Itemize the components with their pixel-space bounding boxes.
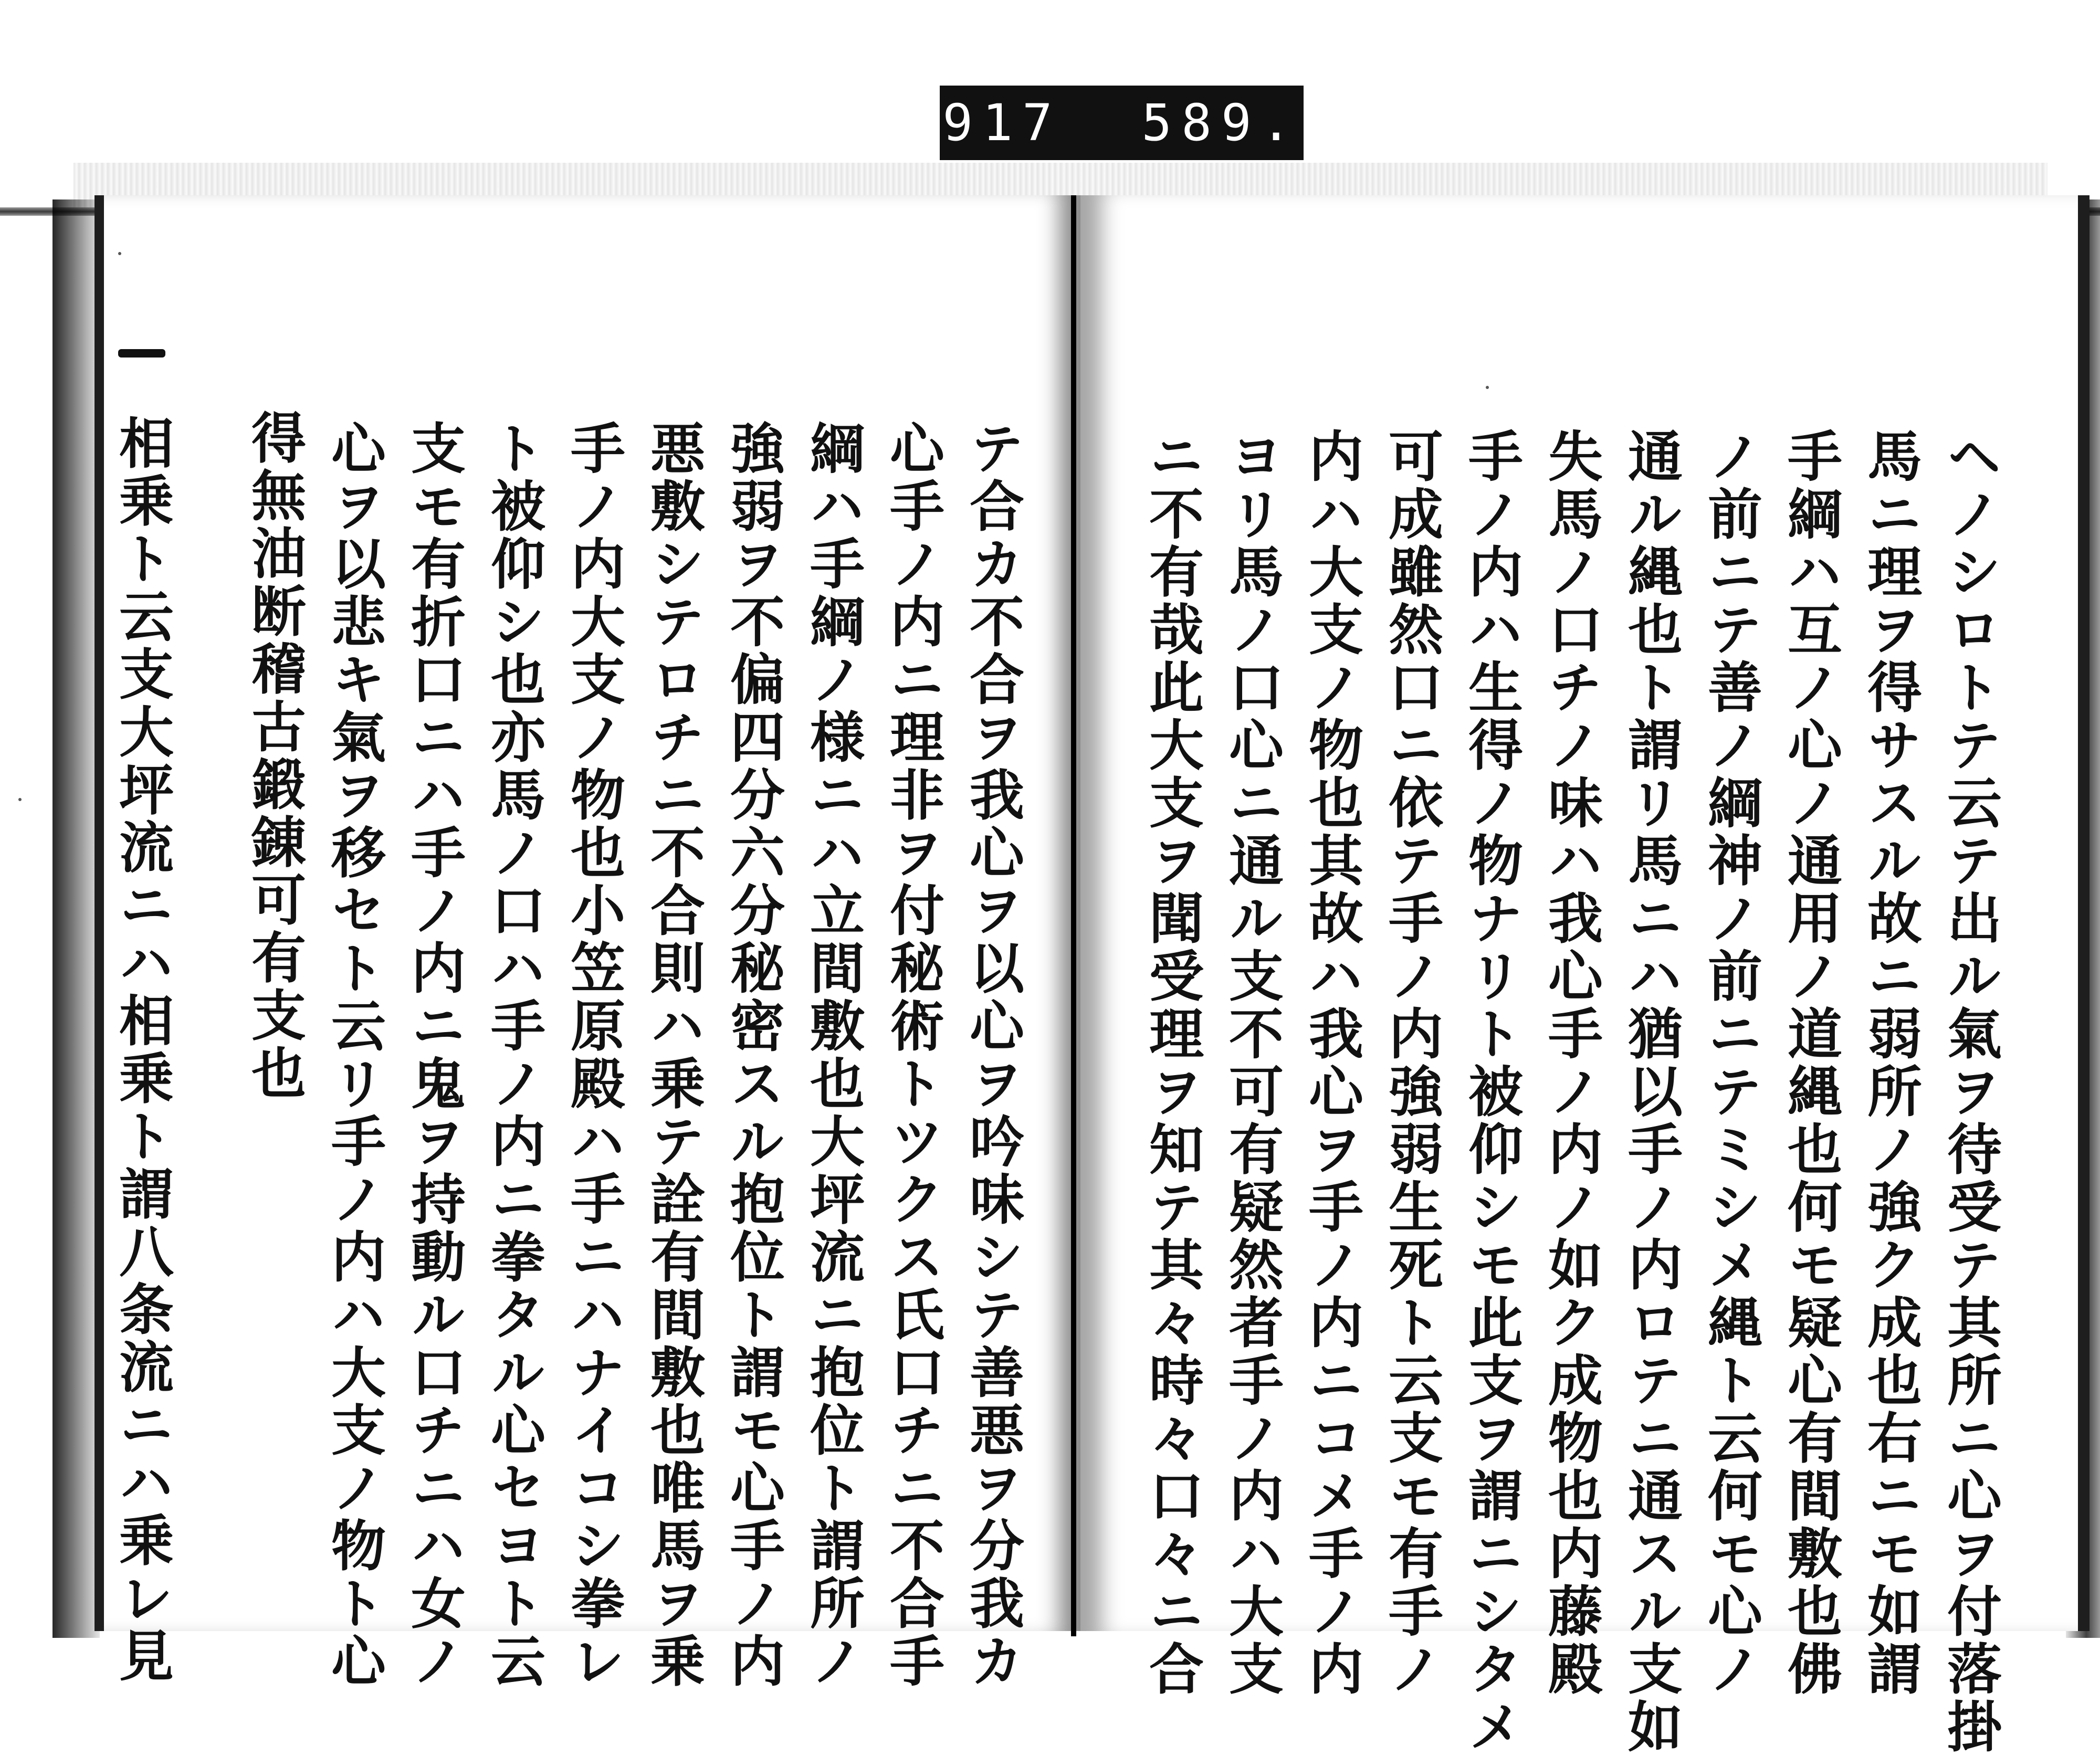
scan-speck [18, 798, 22, 801]
right-page-line: 馬ニ理ヲ得サスル故ニ弱所ノ強ク成也右ニモ如謂 [1858, 428, 1923, 1698]
left-page-edge-shadow [52, 199, 100, 1638]
right-page-line: ヘノシロトテ云テ出ル氣ヲ待受テ其所ニ心ヲ付落掛 [1938, 428, 2002, 1756]
left-page-line: 綱ハ手綱ノ様ニハ立間敷也大坪流ニ抱位ト謂所ノ [801, 420, 865, 1690]
item-marker [118, 349, 165, 357]
left-page-line: テ合カ不合ヲ我心ヲ以心ヲ吟味シテ善悪ヲ分我カ [960, 420, 1025, 1690]
left-page-line: 心ヲ以悲キ氣ヲ移セト云リ手ノ内ハ大支ノ物ト心 [322, 420, 386, 1690]
right-page-line: 手ノ内ハ生得ノ物ナリト被仰シモ此支ヲ謂ニシタメ [1459, 428, 1524, 1756]
left-page-line: 支モ有折口ニハ手ノ内ニ鬼ヲ持動ル口チニハ女ノ [402, 420, 466, 1690]
item-marker-text [118, 331, 123, 339]
left-page-line: 手ノ内大支ノ物也小笠原殿ハ手ニハナイコシ拳レ [561, 420, 626, 1690]
right-page-line: 内ハ大支ノ物也其故ハ我心ヲ手ノ内ニコメ手ノ内 [1299, 428, 1364, 1698]
right-page-line: 手綱ハ互ノ心ノ通用ノ道縄也何モ疑心有間敷也佛 [1778, 428, 1843, 1698]
left-page-line: 心手ノ内ニ理非ヲ付秘術トツクス氏口チニ不合手 [880, 420, 945, 1690]
right-page-line: 可成雖然口ニ依テ手ノ内強弱生死ト云支モ有手ノ [1379, 428, 1444, 1698]
left-page-line: 相乗ト云支大坪流ニハ相乗ト謂八条流ニハ乗レ見 [110, 415, 174, 1685]
right-page-line: ニ不有哉此大支ヲ聞受理ヲ知テ其々時々口々ニ合 [1140, 428, 1204, 1698]
left-page-line: 悪敷シテロチニ不合則ハ乗テ詮有間敷也唯馬ヲ乗 [641, 420, 706, 1690]
book-spine [1071, 195, 1076, 1636]
scan-speck [118, 252, 121, 255]
right-page-line: ノ前ニテ善ノ綱神ノ前ニテミシメ縄ト云何モ心ノ [1698, 428, 1763, 1698]
scan-speck [1486, 386, 1489, 389]
right-page-line: 失馬ノ口チノ味ハ我心手ノ内ノ如ク成物也内藤殿 [1539, 428, 1603, 1698]
left-page-line: ト被仰シ也亦馬ノ口ハ手ノ内ニ拳タル心セヨト云 [481, 420, 546, 1690]
left-page-line: 強弱ヲ不偏四分六分秘密スル抱位ト謂モ心手ノ内 [721, 420, 785, 1690]
right-page-line: 通ル縄也ト謂リ馬ニハ猶以手ノ内ロテニ通スル支如 [1619, 428, 1683, 1756]
right-page-line: ヨリ馬ノ口心ニ通ル支不可有疑然者手ノ内ハ大支 [1220, 428, 1284, 1698]
left-page-line: 得無油断稽古鍛錬可有支也 [242, 409, 307, 1102]
frame-number-label: 917 589. [940, 86, 1304, 160]
